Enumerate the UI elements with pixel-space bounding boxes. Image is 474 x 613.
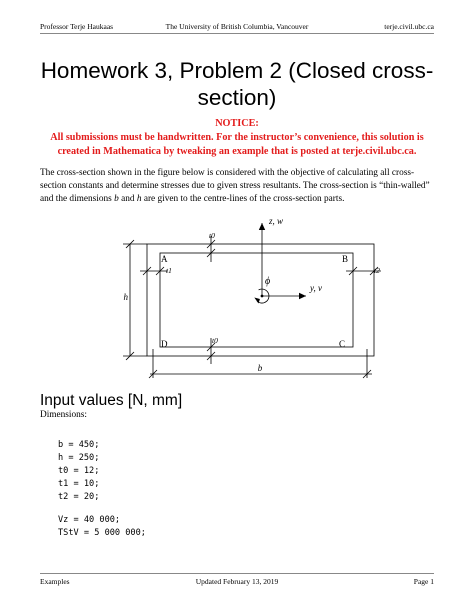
footer-section: Examples (40, 577, 70, 586)
footer-updated: Updated February 13, 2019 (195, 577, 279, 586)
code-t2: t2 = 20; (58, 492, 100, 502)
code-vz: Vz = 40 000; (58, 515, 121, 525)
code-tstv: TStV = 5 000 000; (58, 528, 146, 538)
dimensions-label: Dimensions: (40, 410, 88, 420)
footer-divider (40, 573, 434, 574)
t2-label: t2 (374, 266, 380, 275)
t0-top-label: t0 (209, 231, 215, 240)
t1-label: t1 (166, 266, 172, 275)
intro-var-h: h (136, 194, 142, 205)
corner-C-label: C (339, 339, 346, 349)
code-b: b = 450; (58, 440, 100, 450)
header-website: terje.civil.ubc.ca (384, 22, 434, 31)
h-dimension-label: h (123, 292, 128, 302)
intro-text-1: The cross-section shown in the figure below is considered with the objective of calculating all cross-section constants and determine stresses due to given stress resultants. The cross-section is “thin-walled” and the dimensions (40, 168, 430, 205)
section-heading-input: Input values [N, mm] (40, 392, 183, 409)
header-author: Professor Terje Haukaas (40, 22, 114, 31)
page-footer (40, 577, 434, 589)
header-institution: The University of British Columbia, Vancouver (165, 22, 309, 31)
corner-B-label: B (342, 254, 349, 264)
code-t0: t0 = 12; (58, 466, 100, 476)
corner-D-label: D (161, 339, 168, 349)
y-axis-label: y, v (310, 283, 322, 293)
z-axis-label: z, w (269, 216, 284, 226)
phi-label: ϕ (265, 276, 271, 287)
origin-dot (261, 295, 264, 298)
notice-body: All submissions must be handwritten. For the instructor’s convenience, this solution is created in Mathematica by tweaking an example that is posted at terje.civil.ubc.ca. (50, 132, 424, 157)
t0-bottom-label: t0 (212, 336, 218, 345)
intro-text-2: are given to the centre-lines of the cross-section parts. (141, 194, 345, 205)
footer-page-number: Page 1 (413, 577, 434, 586)
notice-heading: NOTICE: (215, 118, 259, 129)
intro-var-b: b (114, 194, 119, 205)
code-t1: t1 = 10; (58, 479, 100, 489)
corner-A-label: A (161, 254, 168, 264)
code-h: h = 250; (58, 453, 100, 463)
page-title: Homework 3, Problem 2 (Closed cross-section) (40, 58, 434, 110)
b-dimension-label: b (257, 363, 263, 373)
intro-and: and (118, 194, 137, 205)
